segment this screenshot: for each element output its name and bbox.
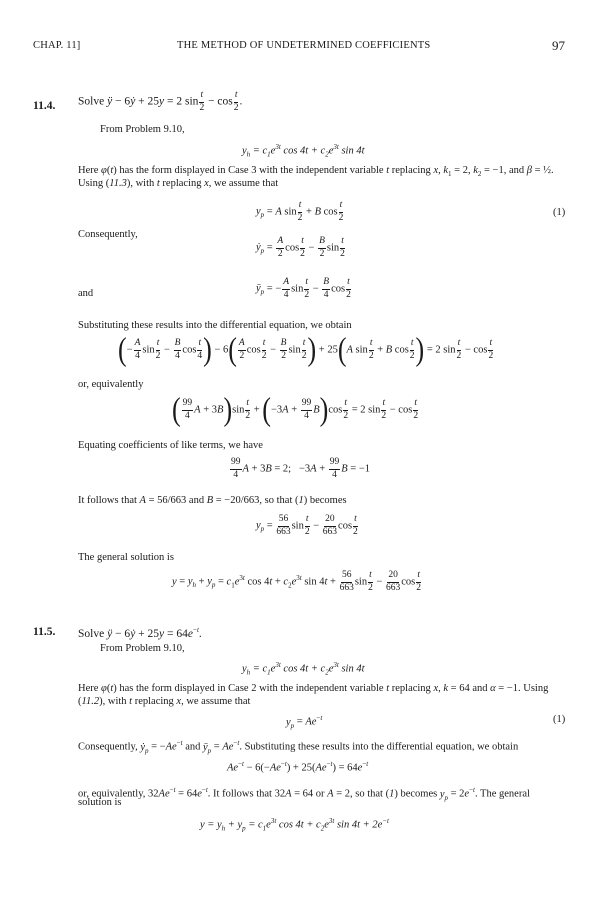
- from-problem-text-2: From Problem 9.10,: [100, 643, 185, 654]
- follows-text: It follows that A = 56/663 and B = −20/663, so that (1) becomes: [78, 495, 347, 506]
- running-head-title: THE METHOD OF UNDETERMINED COEFFICIENTS: [177, 40, 431, 51]
- page-number: 97: [552, 38, 565, 53]
- and-label: and: [78, 288, 94, 299]
- here-text-line-2: Using (11.3), with t replacing x, we assume that: [78, 178, 279, 189]
- general-solution-equation: $y = y_h + y_p = c_1e^{3t}$ $\cos 4t + c_2e^{3t}$ sin 4t + $\frac{56}{663}$ sin $\frac{t}{2}$ − $\frac{20}{663}$ cos $\frac{t}{2}$: [172, 570, 422, 593]
- here-text-2-line-1: Here φ(t) has the form displayed in Case 2 with the independent variable t replacing x, k = 64 and α = −1. Using: [78, 683, 549, 694]
- consequently-text-2: Consequently, ẏ$_p$ = $-Ae^{-t}$ and $ÿ_p = Ae^{-t}$. Substituting these results into the differential equation, we obtain: [78, 739, 519, 755]
- problem-11-4-statement: Solve ÿ − 6ẏ + 25y = 2 sin $\frac{t}{2}$ − cos $\frac{t}{2}$ .: [78, 90, 243, 113]
- here-text-2-line-2: (11.2), with t replacing x, we assume that: [78, 696, 251, 707]
- equation-1-label: (1): [553, 207, 566, 218]
- particular-solution-final: $y_p$ = $\frac{56}{663}$ sin $\frac{t}{2}$ − $\frac{20}{663}$ cos $\frac{t}{2}$: [256, 514, 358, 537]
- substituted-equation: (− $\frac{A}{4}$ sin $\frac{t}{2}$ − $\frac{B}{4}$ cos $\frac{t}{4}$ ) − 6( $\frac{A}{2}$ cos $\frac{t}{2}$ − $\frac{B}{2}$ sin $\frac{t}{2}$ ) + 25(A sin $\frac{t}{2}$ + B cos $\frac{t}{2}$ ) = 2 sin $\frac{t}{2}$ − cos $\frac{t}{2}$: [118, 331, 494, 368]
- general-solution-equation-2: $y = y_h + y_p = c_1e^{3t}$ $\cos 4t + c_2e^{3t}$ $\sin 4t + 2e^{-t}$: [200, 817, 389, 833]
- homogeneous-solution-eq-2: $y_h = c_1e^{3t}$ $\cos 4t + c_2e^{3t}$ sin 4t: [242, 661, 365, 677]
- substituted-equation-2: $Ae^{-t} - 6(-Ae^{-t}) + 25(Ae^{-t}) = 64e^{-t}$: [227, 760, 369, 774]
- from-problem-text: From Problem 9.10,: [100, 124, 185, 135]
- equation-1-label-2: (1): [553, 714, 566, 725]
- yddot-p-equation: $ÿ_p$ = − $\frac{A}{4}$ sin $\frac{t}{2}$ − $\frac{B}{4}$ cos $\frac{t}{2}$: [256, 277, 351, 300]
- problem-11-5-statement: Solve ÿ − 6ẏ + $25y = 64e^{-t}$.: [78, 626, 202, 640]
- consequently-text: Consequently,: [78, 229, 138, 240]
- equivalently-text-2-line-1: or, equivalently, $32Ae^{-t} = 64e^{-t}$. It follows that 32A = 64 or A = 2, so that (1) becomes $y_p = 2e^{-t}$. The general: [78, 786, 530, 802]
- running-head-chapter: CHAP. 11]: [33, 40, 81, 51]
- problem-number-11-4: 11.4.: [33, 100, 56, 112]
- here-text-line-1: Here φ(t) has the form displayed in Case 3 with the independent variable t replacing x, $k_1 = 2$, $k_2 = -1$, and β = ½.: [78, 165, 554, 179]
- general-solution-text: The general solution is: [78, 552, 174, 563]
- equation-1-assumed-yp: $y_p = A$ sin $\frac{t}{2}$ + B cos $\frac{t}{2}$: [256, 200, 344, 223]
- equivalently-text: or, equivalently: [78, 379, 144, 390]
- equivalently-text-2-line-2: solution is: [78, 797, 122, 808]
- equating-text: Equating coefficients of like terms, we have: [78, 440, 263, 451]
- equivalent-equation: ( $\frac{99}{4}$ A + 3B)sin $\frac{t}{2}$ + (−3A + $\frac{99}{4}$ B)cos $\frac{t}{2}$ = 2 sin $\frac{t}{2}$ − cos $\frac{t}{2}$: [172, 391, 419, 428]
- equation-1-assumed-yp-2: $y_p = Ae^{-t}$: [286, 714, 323, 730]
- problem-number-11-5: 11.5.: [33, 626, 56, 638]
- homogeneous-solution-eq: $y_h = c_1e^{3t}$ $\cos 4t + c_2e^{3t}$ sin 4t: [242, 143, 365, 159]
- coefficient-equations: $\frac{99}{4}$ A + 3B = 2; −3A + $\frac{99}{4}$ B = −1: [231, 457, 371, 480]
- ydot-p-equation: ẏ$_p$ = $\frac{A}{2}$ cos $\frac{t}{2}$ − $\frac{B}{2}$ sin $\frac{t}{2}$: [256, 236, 345, 259]
- substituting-text: Substituting these results into the differential equation, we obtain: [78, 320, 352, 331]
